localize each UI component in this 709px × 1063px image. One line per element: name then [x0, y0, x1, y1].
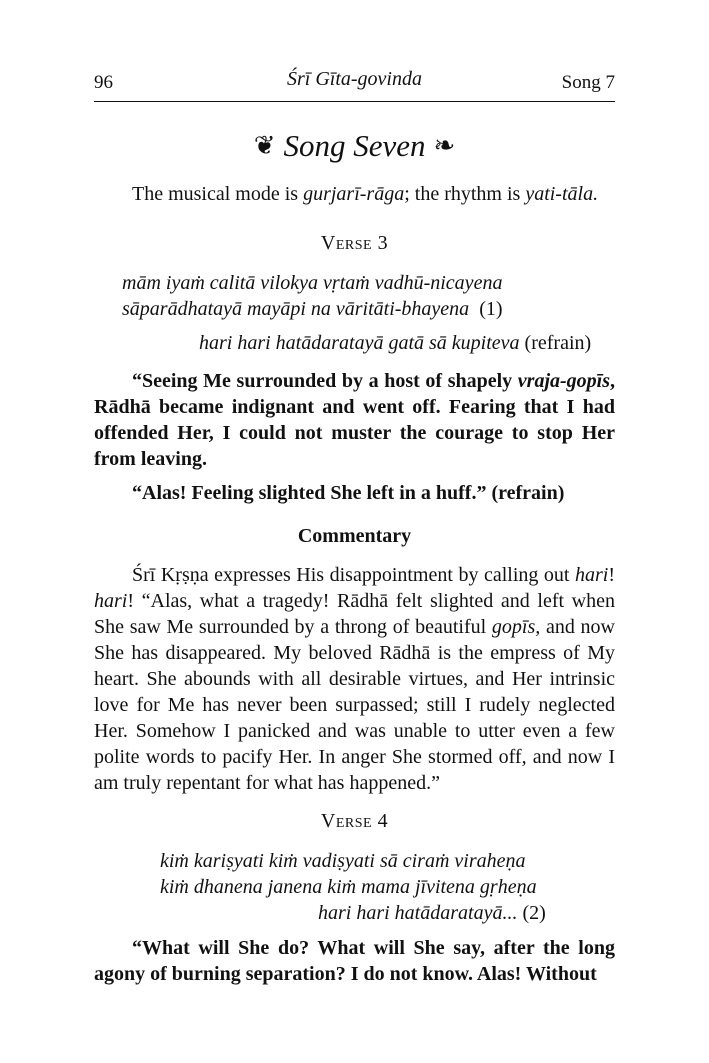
- header-rule: [94, 101, 615, 102]
- commentary-paragraph: Śrī Kṛṣṇa expresses His disappointment by calling out hari! hari! “Alas, what a tragedy! Rādhā felt slighted and left when She saw Me surrounded by a throng of beautiful gopīs, and now She has disappeared. My beloved Rādhā is the empress of My heart. She abounds with all desirable virtues, and Her intrinsic love for Me has never been surpassed; still I rudely neglected Her. Somehow I panicked and was unable to utter even a few polite words to pacify Her. In anger She stormed off, and now I am truly repentant for what has happened.”: [94, 564, 615, 794]
- verse-4-line-2: kiṁ dhanena janena kiṁ mama jīvitena gṛheṇa: [160, 876, 537, 898]
- fleuron-left-icon: ❦: [253, 131, 276, 160]
- verse-3-refrain-translation: “Alas! Feeling slighted She left in a huff.” (refrain): [132, 482, 565, 504]
- verse-4-refrain: hari hari hatādaratayā... (2): [318, 902, 546, 924]
- verse-3-line-1: mām iyaṁ calitā vilokya vṛtaṁ vadhū-nicayena: [122, 272, 503, 294]
- verse-4-title: Verse 4: [320, 810, 389, 832]
- song-title: Song Seven: [283, 128, 426, 163]
- verse-3-refrain: hari hari hatādaratayā gatā sā kupiteva (refrain): [199, 332, 592, 354]
- section-label: Song 7: [561, 72, 615, 93]
- page-number: 96: [94, 72, 113, 93]
- commentary-title: Commentary: [297, 525, 412, 547]
- verse-3-translation: “Seeing Me surrounded by a host of shapely vraja-gopīs, Rādhā became indignant and went off. Fearing that I had offended Her, I could not muster the courage to stop Her from leaving.: [94, 370, 615, 470]
- verse-3-line-2: sāparādhatayā mayāpi na vāritāti-bhayena (1): [122, 298, 503, 320]
- verse-4-translation: “What will She do? What will She say, after the long agony of burning separation? I do not know. Alas! Without: [94, 937, 615, 985]
- running-header: [94, 68, 615, 96]
- fleuron-right-icon: ❧: [433, 131, 456, 160]
- musical-mode-line: The musical mode is gurjarī-rāga; the rhythm is yati-tāla.: [132, 183, 599, 205]
- verse-4-line-1: kiṁ kariṣyati kiṁ vadiṣyati sā ciraṁ viraheṇa: [160, 850, 526, 872]
- song-heading: [94, 128, 615, 164]
- verse-3-title: Verse 3: [320, 232, 389, 254]
- book-title: Śrī Gīta-govinda: [287, 68, 422, 90]
